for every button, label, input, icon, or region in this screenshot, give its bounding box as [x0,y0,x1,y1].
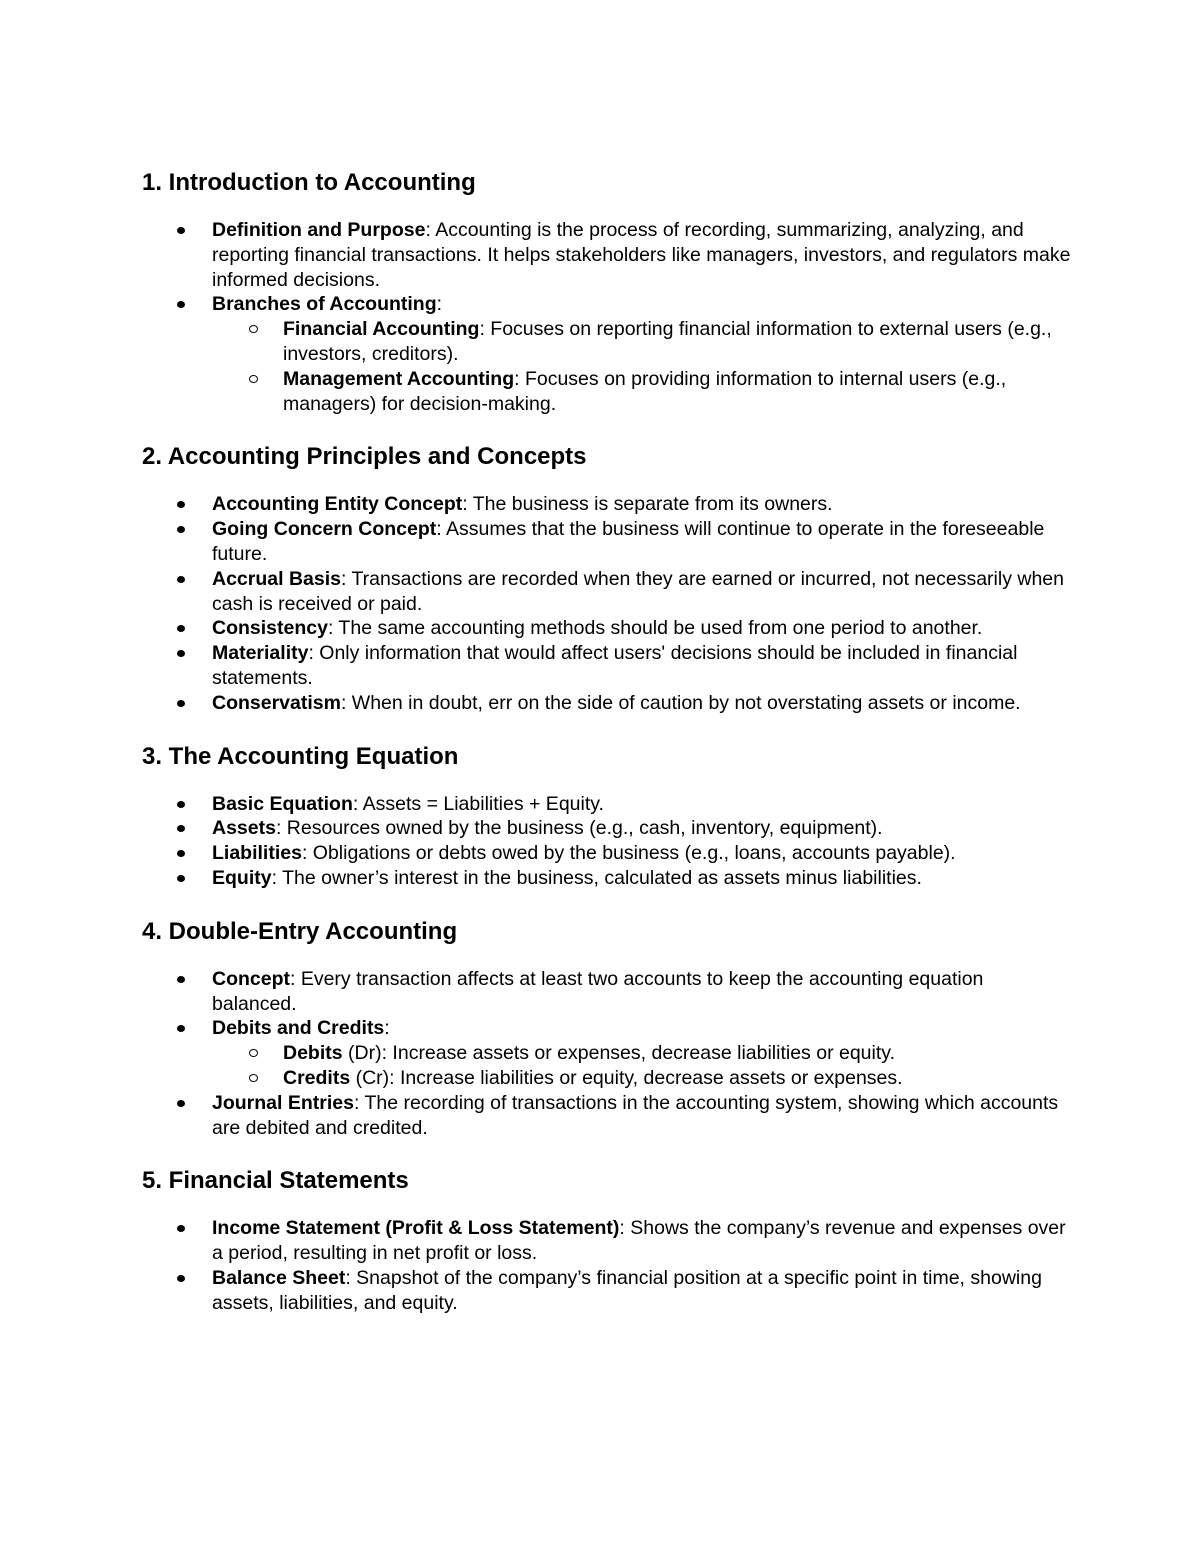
bullet-list [142,967,1072,1141]
bullet-icon [177,700,185,707]
bullet-icon [177,501,185,508]
section-heading: 2. Accounting Principles and Concepts [142,443,587,471]
bullet-icon [177,625,185,632]
bullet-icon [177,227,185,234]
bullet-list [142,218,1072,416]
item-term: Debits and Credits [212,1017,385,1040]
section-heading: 1. Introduction to Accounting [142,169,476,196]
item-text: : Assumes that the business will continue to operate in the foreseeable future. [212,518,1045,565]
bullet-icon [177,1225,185,1232]
bullet-icon [177,576,185,583]
sub-list-item [283,317,1072,367]
item-text: : Only information that would affect users' decisions should be included in financial statements. [212,642,1018,689]
bullet-icon [177,976,185,983]
section-heading: 4. Double-Entry Accounting [142,917,458,945]
hollow-bullet-icon [249,375,258,383]
item-text: : Focuses on reporting financial information to external users (e.g., investors, creditors). [283,318,1052,365]
item-term: Branches of Accounting [212,293,437,316]
item-term: Financial Accounting [283,318,480,341]
item-term: Basic Equation [212,792,353,815]
item-term: Accrual Basis [212,567,341,590]
list-item [212,641,1072,691]
item-text: : Obligations or debts owed by the business (e.g., loans, accounts payable). [301,842,956,865]
section-double-entry [142,917,1072,1141]
list-item [212,816,1072,841]
bullet-icon [177,1275,185,1282]
hollow-bullet-icon [249,325,258,333]
bullet-icon [177,1100,185,1107]
item-term: Concept [212,967,290,990]
section-financial-statements [142,1166,1072,1315]
bullet-list [142,792,1072,891]
item-term: Going Concern Concept [212,518,437,541]
item-text: : The business is separate from its owners. [462,493,833,516]
bullet-icon [177,875,185,882]
bullet-list [142,1216,1072,1315]
item-term: Materiality [212,642,309,665]
list-item [212,792,1072,817]
item-text: : Shows the company’s revenue and expenses over a period, resulting in net profit or loss. [212,1217,1066,1265]
item-term: Accounting Entity Concept [212,493,463,516]
sub-bullet-list [212,1041,1072,1091]
list-item [212,517,1072,567]
item-text: (Dr): Increase assets or expenses, decrease liabilities or equity. [342,1042,895,1065]
sub-list-item [283,1041,1072,1066]
item-term: Balance Sheet [212,1266,346,1289]
hollow-bullet-icon [249,1049,258,1057]
item-text: : Focuses on providing information to internal users (e.g., managers) for decision-making. [283,367,1007,415]
item-term: Debits [283,1042,343,1065]
bullet-icon [177,301,185,308]
item-term: Consistency [212,617,328,640]
hollow-bullet-icon [249,1074,258,1082]
item-text: : When in doubt, err on the side of caution by not overstating assets or income. [340,691,1021,714]
list-item [212,218,1072,292]
item-term: Income Statement (Profit & Loss Statement) [212,1217,620,1240]
item-text: (Cr): Increase liabilities or equity, decrease assets or expenses. [350,1066,903,1089]
bullet-icon [177,825,185,832]
document-body [142,168,1072,1342]
section-equation [142,742,1072,891]
item-term: Conservatism [212,691,341,714]
item-term: Management Accounting [283,367,515,390]
item-term: Credits [283,1066,351,1089]
bullet-list [142,492,1072,715]
item-text: : Assets = Liabilities + Equity. [352,792,604,815]
section-principles [142,442,1072,715]
section-heading: 3. The Accounting Equation [142,742,459,770]
list-item [212,567,1072,617]
list-item [212,1266,1072,1316]
item-text: : The owner’s interest in the business, calculated as assets minus liabilities. [271,866,922,889]
item-term: Journal Entries [212,1091,354,1114]
list-item [212,866,1072,891]
list-item [212,1216,1072,1266]
item-text: : [436,293,443,316]
list-item [212,841,1072,866]
bullet-icon [177,850,185,857]
sub-list-item [283,1066,1072,1091]
item-text: : Transactions are recorded when they are earned or incurred, not necessarily when cash is received or paid. [212,567,1064,615]
list-item [212,492,1072,517]
sub-bullet-list [212,317,1072,416]
item-text: : Every transaction affects at least two accounts to keep the accounting equation balanced. [212,967,984,1015]
bullet-icon [177,1025,185,1032]
item-term: Liabilities [212,842,302,865]
item-text: : [384,1017,390,1040]
sub-list-item [283,367,1072,417]
item-text: : Accounting is the process of recording, summarizing, analyzing, and reporting financial transactions. It helps stakeholders like managers, investors, and regulators make informed decisions. [212,219,1071,291]
item-term: Equity [212,866,272,889]
list-item [212,967,1072,1017]
bullet-icon [177,526,185,533]
bullet-icon [177,650,185,657]
item-text: : The recording of transactions in the accounting system, showing which accounts are debited and credited. [212,1091,1059,1139]
item-text: : The same accounting methods should be used from one period to another. [327,617,983,640]
list-item [212,1016,1072,1090]
list-item [212,691,1072,716]
section-heading: 5. Financial Statements [142,1167,409,1195]
list-item [212,292,1072,416]
list-item [212,1091,1072,1141]
item-term: Assets [212,817,276,840]
item-term: Definition and Purpose [212,219,426,241]
item-text: : Resources owned by the business (e.g., cash, inventory, equipment). [275,817,883,840]
item-text: : Snapshot of the company’s financial position at a specific point in time, showing assets, liabilities, and equity. [212,1266,1042,1314]
bullet-icon [177,801,185,808]
section-introduction [142,168,1072,416]
list-item [212,616,1072,641]
